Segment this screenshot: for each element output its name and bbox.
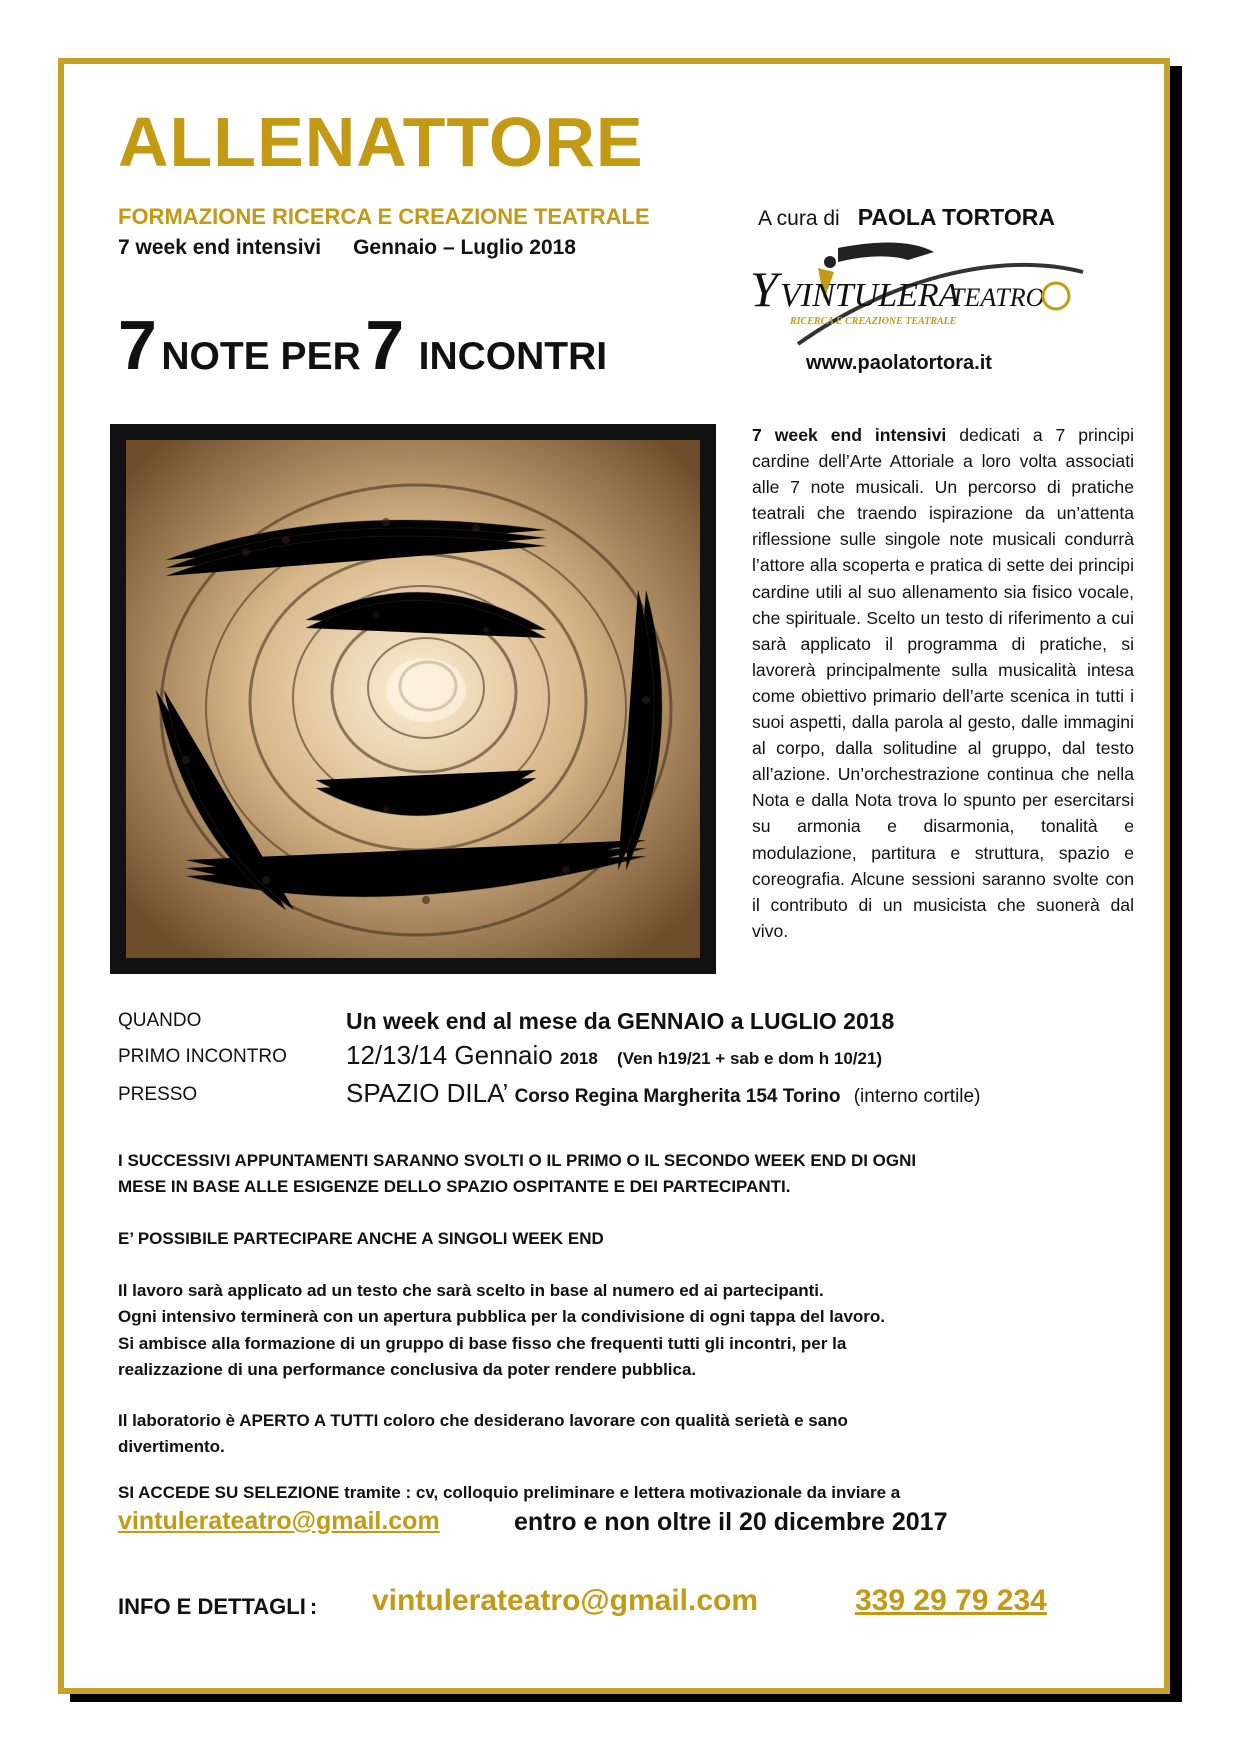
description <box>752 422 1134 944</box>
curated-prefix: A cura di <box>758 207 840 230</box>
quando-label: QUANDO <box>118 1010 202 1031</box>
curated-by <box>758 204 1055 231</box>
vintulera-logo <box>738 240 1108 358</box>
singoli-paragraph: E’ POSSIBILE PARTECIPARE ANCHE A SINGOLI WEEK END <box>118 1229 604 1248</box>
selezione-email-link[interactable]: vintulerateatro@gmail.com <box>118 1507 440 1535</box>
aperto-line-2: divertimento. <box>118 1437 225 1457</box>
website: www.paolatortora.it <box>806 352 992 374</box>
info-email-link[interactable]: vintulerateatro@gmail.com <box>372 1584 759 1617</box>
presso-address: Corso Regina Margherita 154 Torino <box>514 1086 841 1107</box>
duration: 7 week end intensivi <box>118 236 322 259</box>
svg-text:Y: Y <box>750 261 778 317</box>
presso-value <box>346 1078 980 1109</box>
lavoro-paragraph <box>118 1278 1138 1384</box>
page-title: ALLENATTORE <box>118 103 644 181</box>
phone-number[interactable]: 339 29 79 234 <box>855 1584 1047 1617</box>
primo-hours: (Ven h19/21 + sab e dom h 10/21) <box>617 1049 883 1068</box>
period: Gennaio – Luglio 2018 <box>353 236 576 259</box>
logo-name: VINTULERA <box>780 277 960 314</box>
successivi-line-2: MESE IN BASE ALLE ESIGENZE DELLO SPAZIO OSPITANTE E DEI PARTECIPANTI. <box>118 1177 791 1197</box>
quando-value: Un week end al mese da GENNAIO a LUGLIO 2018 <box>346 1008 895 1034</box>
presso-note: (interno cortile) <box>853 1086 981 1107</box>
logo-suffix: TEATRO <box>950 283 1045 312</box>
lavoro-line-2: Ogni intensivo terminerà con un apertura pubblica per la condivisione di ogni tappa del lavoro. <box>118 1307 886 1327</box>
primo-incontro-label: PRIMO INCONTRO <box>118 1046 287 1067</box>
headline-part-1: NOTE PER <box>161 335 361 378</box>
description-body: dedicati a 7 principi cardine dell’Arte Attoriale a loro volta associati alle 7 note musicali. Un percorso di pratiche teatrali che traendo ispirazione da un’attenta riflessione sulle singole note musicali condurrà l’attore alla scoperta e pratica di sette dei principi cardine utili al suo allenamento sia fisico vocale, che spirituale. Scelto un testo di riferimento a cui sarà applicato il programma di pratiche, si lavorerà principalmente sulla musicalità intesa come obiettivo primario dell’arte scenica in tutti i suoi aspetti, dalla parola al gesto, dalle immagini al corpo, dalla solitudine al gruppo, dal testo all’azione. Un’orchestrazione continua che nella Nota e dalla Nota trova lo spunto per esercitarsi su armonia e disarmonia, tonalità e modulazione, partitura e struttura, spazio e coreografia. Alcune sessioni saranno svolte con il contributo di un musicista che suonerà dal vivo. <box>752 425 1134 941</box>
primo-year: 2018 <box>559 1049 598 1068</box>
presso-place: SPAZIO DILA’ <box>346 1078 508 1108</box>
music-sheet-rose-image <box>126 440 700 958</box>
lavoro-line-4: realizzazione di una performance conclusiva da poter rendere pubblica. <box>118 1360 697 1380</box>
primo-incontro-value <box>346 1040 882 1071</box>
lavoro-line-3: Si ambisce alla formazione di un gruppo di base fisso che frequenti tutti gli incontri, per la <box>118 1333 847 1353</box>
info-label <box>118 1594 317 1620</box>
photo-frame <box>110 424 716 974</box>
headline-num-2: 7 <box>365 306 405 384</box>
headline-num-1: 7 <box>118 306 157 384</box>
selezione-paragraph: SI ACCEDE SU SELEZIONE tramite : cv, colloquio preliminare e lettera motivazionale da inviare a <box>118 1483 901 1502</box>
presso-label: PRESSO <box>118 1084 198 1105</box>
headline <box>118 305 607 385</box>
subtitle: FORMAZIONE RICERCA E CREAZIONE TEATRALE <box>118 204 650 229</box>
info-label-text: INFO E DETTAGLI <box>118 1594 306 1619</box>
headline-part-2: INCONTRI <box>418 335 608 378</box>
description-lead: 7 week end intensivi <box>752 425 947 445</box>
info-label-colon: : <box>309 1594 318 1619</box>
dates-line <box>118 236 576 260</box>
curator-name: PAOLA TORTORA <box>857 204 1055 230</box>
aperto-line-1: Il laboratorio è APERTO A TUTTI coloro che desiderano lavorare con qualità serietà e sano <box>118 1411 848 1430</box>
logo-tagline: RICERCA E CREAZIONE TEATRALE <box>790 316 957 327</box>
primo-date: 12/13/14 Gennaio <box>346 1040 553 1070</box>
lavoro-line-1: Il lavoro sarà applicato ad un testo che sarà scelto in base al numero ed ai partecipanti. <box>118 1281 824 1300</box>
deadline: entro e non oltre il 20 dicembre 2017 <box>514 1508 948 1536</box>
aperto-paragraph <box>118 1408 1138 1461</box>
successivi-line-1: I SUCCESSIVI APPUNTAMENTI SARANNO SVOLTI O IL PRIMO O IL SECONDO WEEK END DI OGNI <box>118 1151 917 1170</box>
successivi-paragraph <box>118 1148 1138 1201</box>
